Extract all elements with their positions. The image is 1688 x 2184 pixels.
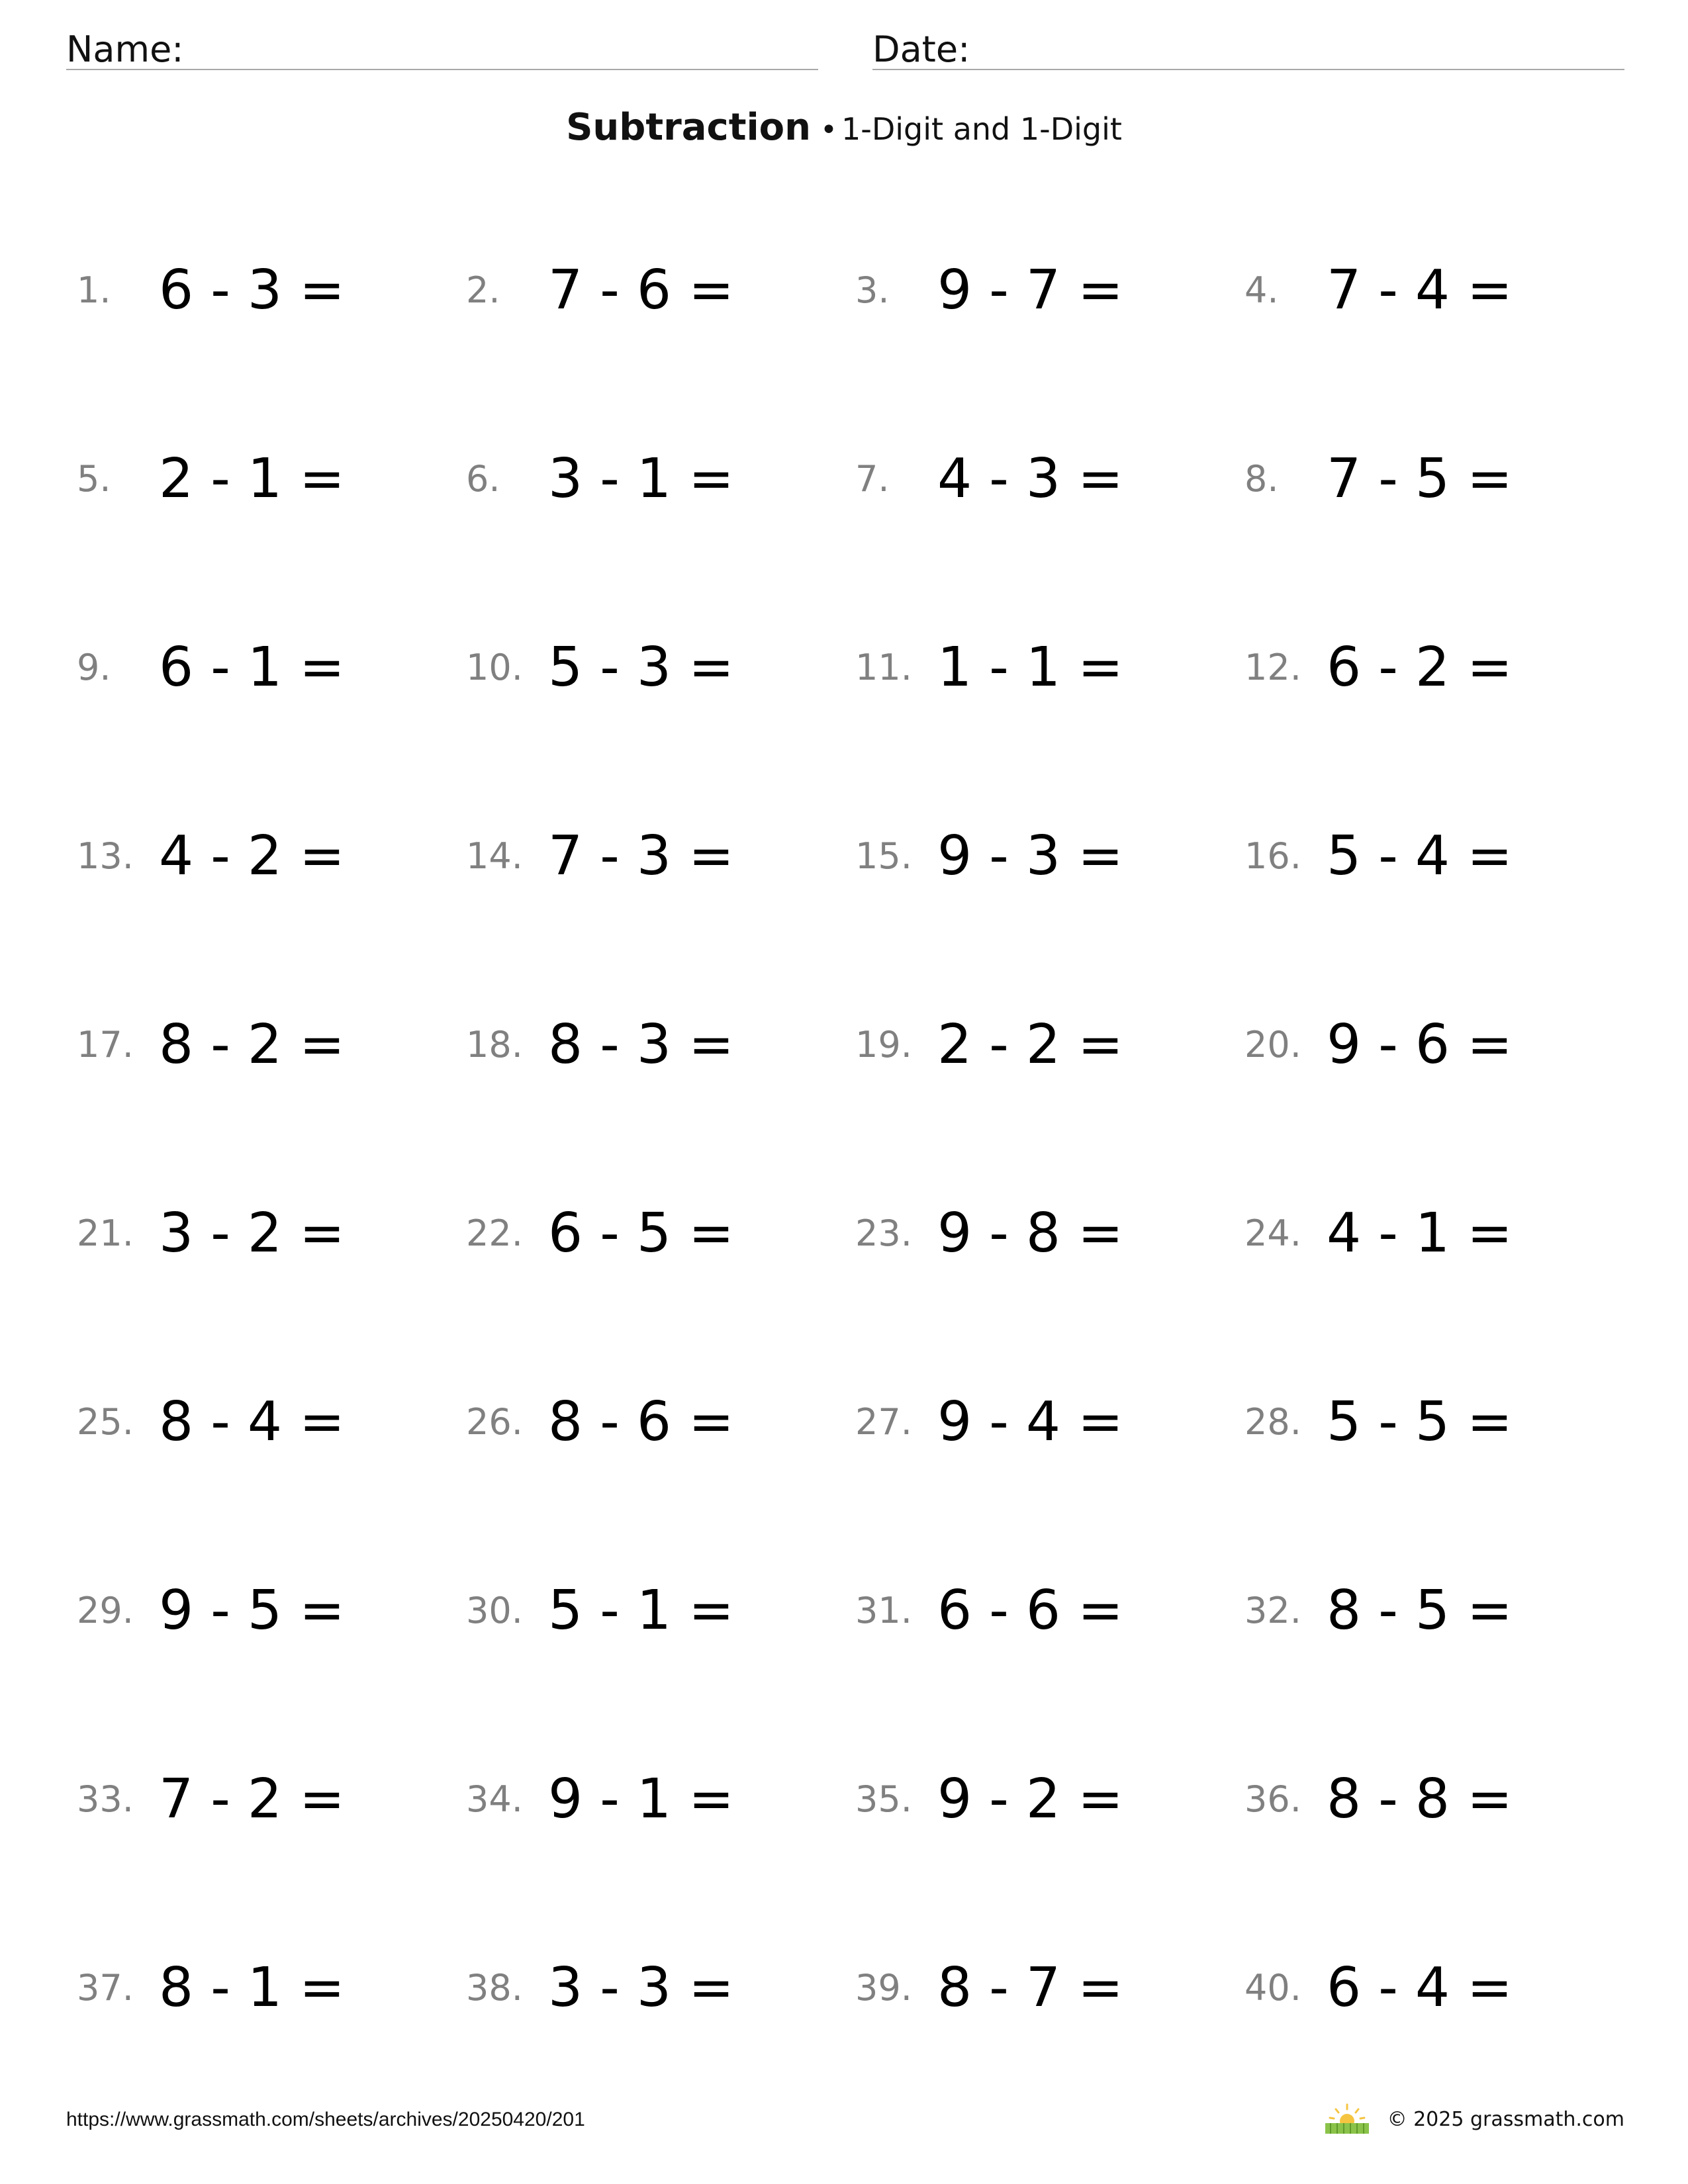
problem-expression: 5 - 1 = <box>548 1579 734 1642</box>
problem-expression: 7 - 3 = <box>548 825 734 887</box>
problem-expression: 6 - 3 = <box>159 259 345 322</box>
problem-item <box>466 602 855 791</box>
problem-expression: 4 - 2 = <box>159 825 345 887</box>
problem-number: 27. <box>855 1401 912 1443</box>
problem-expression: 9 - 3 = <box>937 825 1123 887</box>
problem-grid <box>77 225 1632 2131</box>
problem-number: 25. <box>77 1401 134 1443</box>
problem-item <box>855 1545 1244 1734</box>
problem-expression: 8 - 6 = <box>548 1390 734 1453</box>
problem-number: 18. <box>466 1024 523 1066</box>
title-subtitle: 1-Digit and 1-Digit <box>841 111 1122 147</box>
problem-expression: 7 - 2 = <box>159 1768 345 1831</box>
problem-number: 7. <box>855 458 890 500</box>
problem-expression: 8 - 5 = <box>1327 1579 1513 1642</box>
problem-number: 40. <box>1244 1967 1301 2009</box>
problem-item <box>77 791 466 979</box>
problem-item <box>1244 225 1634 414</box>
problem-expression: 3 - 1 = <box>548 447 734 510</box>
problem-expression: 6 - 1 = <box>159 636 345 699</box>
problem-expression: 2 - 1 = <box>159 447 345 510</box>
problem-item <box>1244 414 1634 602</box>
title-main: Subtraction <box>566 106 812 149</box>
problem-expression: 8 - 3 = <box>548 1013 734 1076</box>
problem-number: 12. <box>1244 647 1301 688</box>
problem-expression: 5 - 5 = <box>1327 1390 1513 1453</box>
problem-expression: 4 - 1 = <box>1327 1202 1513 1265</box>
problem-item <box>77 1357 466 1545</box>
problem-number: 35. <box>855 1778 912 1820</box>
problem-number: 39. <box>855 1967 912 2009</box>
problem-item <box>855 979 1244 1168</box>
problem-number: 8. <box>1244 458 1279 500</box>
problem-number: 2. <box>466 269 500 311</box>
problem-number: 28. <box>1244 1401 1301 1443</box>
problem-item <box>77 1734 466 1923</box>
problem-item <box>466 1923 855 2111</box>
problem-number: 22. <box>466 1212 523 1254</box>
copyright-text: © 2025 grassmath.com <box>1387 2107 1624 2131</box>
problem-expression: 8 - 2 = <box>159 1013 345 1076</box>
problem-number: 13. <box>77 835 134 877</box>
problem-expression: 7 - 4 = <box>1327 259 1513 322</box>
problem-expression: 9 - 7 = <box>937 259 1123 322</box>
date-field[interactable] <box>872 20 1624 70</box>
problem-number: 32. <box>1244 1590 1301 1631</box>
problem-expression: 9 - 1 = <box>548 1768 734 1831</box>
problem-item <box>1244 1357 1634 1545</box>
problem-item <box>466 414 855 602</box>
problem-item <box>1244 979 1634 1168</box>
problem-expression: 6 - 4 = <box>1327 1956 1513 2019</box>
problem-item <box>855 414 1244 602</box>
problem-expression: 1 - 1 = <box>937 636 1123 699</box>
problem-item <box>77 979 466 1168</box>
footer-url: https://www.grassmath.com/sheets/archives/20250420/201 <box>66 2109 585 2130</box>
problem-number: 29. <box>77 1590 134 1631</box>
problem-item <box>1244 1734 1634 1923</box>
problem-item <box>77 602 466 791</box>
problem-number: 26. <box>466 1401 523 1443</box>
problem-number: 30. <box>466 1590 523 1631</box>
problem-expression: 6 - 5 = <box>548 1202 734 1265</box>
problem-number: 38. <box>466 1967 523 2009</box>
title-separator: • <box>820 113 837 147</box>
problem-item <box>466 225 855 414</box>
problem-item <box>855 602 1244 791</box>
problem-item <box>466 1357 855 1545</box>
problem-number: 21. <box>77 1212 134 1254</box>
problem-expression: 7 - 5 = <box>1327 447 1513 510</box>
problem-item <box>855 1357 1244 1545</box>
problem-number: 17. <box>77 1024 134 1066</box>
problem-expression: 4 - 3 = <box>937 447 1123 510</box>
problem-number: 19. <box>855 1024 912 1066</box>
problem-number: 16. <box>1244 835 1301 877</box>
problem-number: 33. <box>77 1778 134 1820</box>
problem-item <box>77 1168 466 1357</box>
problem-item <box>466 1734 855 1923</box>
footer-branding <box>1324 2099 1624 2139</box>
problem-expression: 6 - 6 = <box>937 1579 1123 1642</box>
problem-number: 4. <box>1244 269 1279 311</box>
problem-item <box>1244 1168 1634 1357</box>
problem-item <box>855 1734 1244 1923</box>
problem-expression: 8 - 4 = <box>159 1390 345 1453</box>
name-field[interactable] <box>66 20 818 70</box>
problem-number: 34. <box>466 1778 523 1820</box>
problem-expression: 8 - 7 = <box>937 1956 1123 2019</box>
problem-item <box>1244 602 1634 791</box>
problem-number: 10. <box>466 647 523 688</box>
problem-number: 5. <box>77 458 111 500</box>
problem-number: 9. <box>77 647 111 688</box>
problem-item <box>77 414 466 602</box>
date-label: Date: <box>872 28 970 70</box>
problem-number: 6. <box>466 458 500 500</box>
problem-expression: 5 - 4 = <box>1327 825 1513 887</box>
problem-expression: 5 - 3 = <box>548 636 734 699</box>
problem-number: 31. <box>855 1590 912 1631</box>
problem-number: 1. <box>77 269 111 311</box>
problem-item <box>77 225 466 414</box>
problem-expression: 9 - 6 = <box>1327 1013 1513 1076</box>
sun-over-grass-icon <box>1324 2103 1370 2135</box>
problem-number: 37. <box>77 1967 134 2009</box>
problem-expression: 6 - 2 = <box>1327 636 1513 699</box>
problem-expression: 3 - 3 = <box>548 1956 734 2019</box>
name-label: Name: <box>66 28 184 70</box>
problem-expression: 9 - 4 = <box>937 1390 1123 1453</box>
problem-expression: 7 - 6 = <box>548 259 734 322</box>
problem-expression: 3 - 2 = <box>159 1202 345 1265</box>
worksheet-title <box>0 106 1688 149</box>
problem-item <box>855 225 1244 414</box>
problem-item <box>855 1923 1244 2111</box>
problem-expression: 9 - 5 = <box>159 1579 345 1642</box>
problem-expression: 2 - 2 = <box>937 1013 1123 1076</box>
problem-number: 20. <box>1244 1024 1301 1066</box>
problem-number: 23. <box>855 1212 912 1254</box>
problem-item <box>1244 791 1634 979</box>
problem-item <box>466 791 855 979</box>
problem-number: 15. <box>855 835 912 877</box>
problem-item <box>855 1168 1244 1357</box>
problem-expression: 8 - 8 = <box>1327 1768 1513 1831</box>
problem-number: 24. <box>1244 1212 1301 1254</box>
problem-expression: 9 - 8 = <box>937 1202 1123 1265</box>
problem-expression: 9 - 2 = <box>937 1768 1123 1831</box>
problem-number: 36. <box>1244 1778 1301 1820</box>
problem-item <box>855 791 1244 979</box>
problem-number: 11. <box>855 647 912 688</box>
problem-item <box>1244 1545 1634 1734</box>
problem-item <box>1244 1923 1634 2111</box>
problem-expression: 8 - 1 = <box>159 1956 345 2019</box>
problem-item <box>466 1168 855 1357</box>
problem-item <box>466 979 855 1168</box>
problem-item <box>466 1545 855 1734</box>
problem-item <box>77 1545 466 1734</box>
problem-item <box>77 1923 466 2111</box>
problem-number: 14. <box>466 835 523 877</box>
problem-number: 3. <box>855 269 890 311</box>
